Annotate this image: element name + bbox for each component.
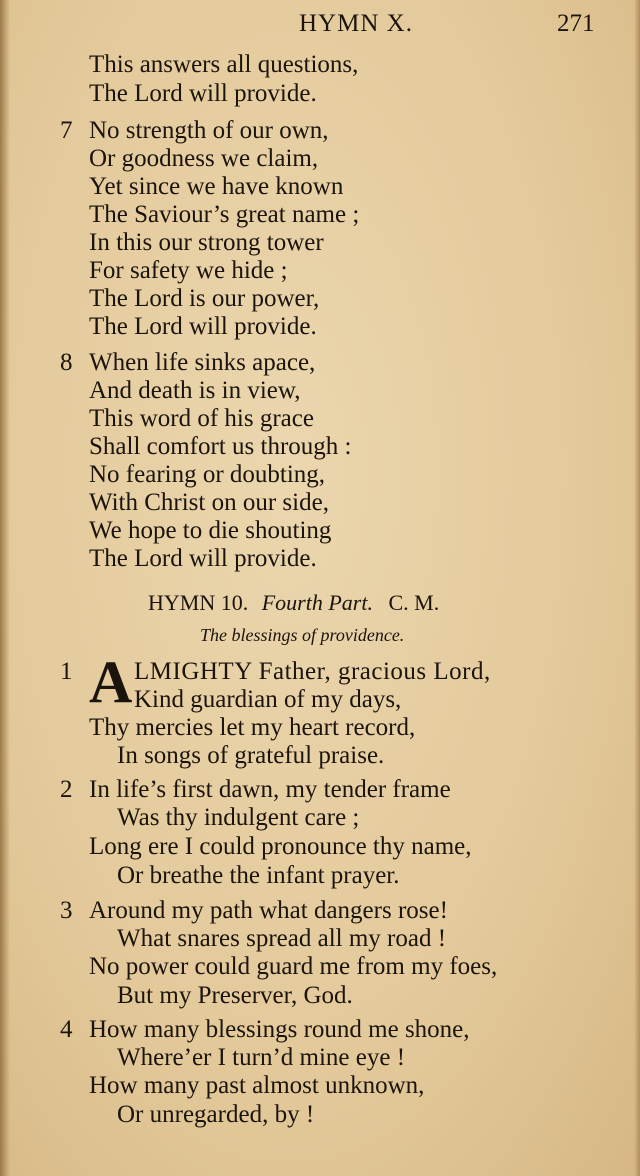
hymn-heading-part: Fourth Part. <box>261 590 373 615</box>
hymn-subtitle: The blessings of providence. <box>200 625 405 645</box>
stanza-line: This word of his grace <box>89 405 314 432</box>
verse-line: In songs of grateful praise. <box>117 742 385 769</box>
stanza-line: No strength of our own, <box>89 117 329 144</box>
stanza-number: 7 <box>60 117 73 144</box>
page-edge-left <box>0 0 10 1176</box>
verse-line: Thy mercies let my heart record, <box>89 714 416 741</box>
verse-line: Long ere I could pronounce thy name, <box>89 833 472 860</box>
stanza-line: No fearing or doubting, <box>89 461 326 488</box>
stanza-line: And death is in view, <box>89 377 301 404</box>
page-number: 271 <box>557 10 595 37</box>
verse-line: What snares spread all my road ! <box>117 925 447 952</box>
drop-cap: A <box>89 649 133 715</box>
verse-line: In life’s first dawn, my tender frame <box>89 776 451 803</box>
continuation-line: This answers all questions, <box>89 51 359 78</box>
verse-number: 1 <box>60 658 73 685</box>
continuation-line: The Lord will provide. <box>89 80 317 107</box>
stanza-line: When life sinks apace, <box>89 349 316 376</box>
stanza-line: The Lord will provide. <box>89 313 317 340</box>
verse-line: Kind guardian of my days, <box>134 686 402 713</box>
verse-line: Where’er I turn’d mine eye ! <box>117 1044 406 1071</box>
verse-number: 4 <box>60 1016 73 1043</box>
stanza-line: Yet since we have known <box>89 173 344 200</box>
stanza-number: 8 <box>60 349 73 376</box>
hymn-heading-main: HYMN 10. <box>148 590 249 615</box>
stanza-line: We hope to die shouting <box>89 517 332 544</box>
hymn-heading-meter: C. M. <box>388 590 440 615</box>
verse-line: Or unregarded, by ! <box>117 1101 315 1128</box>
stanza-line: With Christ on our side, <box>89 489 329 516</box>
stanza-line: The Lord will provide. <box>89 545 317 572</box>
verse-line: Was thy indulgent care ; <box>117 804 360 831</box>
page-edge-right <box>634 0 640 1176</box>
verse-line: Around my path what dangers rose! <box>89 897 448 924</box>
verse-number: 3 <box>60 897 73 924</box>
stanza-line: For safety we hide ; <box>89 257 288 284</box>
stanza-line: Shall comfort us through : <box>89 433 352 460</box>
verse-number: 2 <box>60 776 73 803</box>
running-title: HYMN X. <box>299 10 413 37</box>
stanza-line: In this our strong tower <box>89 229 324 256</box>
stanza-line: Or goodness we claim, <box>89 145 319 172</box>
hymn-heading <box>148 589 439 617</box>
verse-line: No power could guard me from my foes, <box>89 953 498 980</box>
verse-line: Or breathe the infant prayer. <box>117 862 400 889</box>
verse-line: But my Preserver, God. <box>117 982 353 1009</box>
verse-line: How many past almost unknown, <box>89 1072 425 1099</box>
verse-line: How many blessings round me shone, <box>89 1016 470 1043</box>
verse-line: LMIGHTY Father, gracious Lord, <box>134 658 491 685</box>
stanza-line: The Saviour’s great name ; <box>89 201 360 228</box>
stanza-line: The Lord is our power, <box>89 285 320 312</box>
